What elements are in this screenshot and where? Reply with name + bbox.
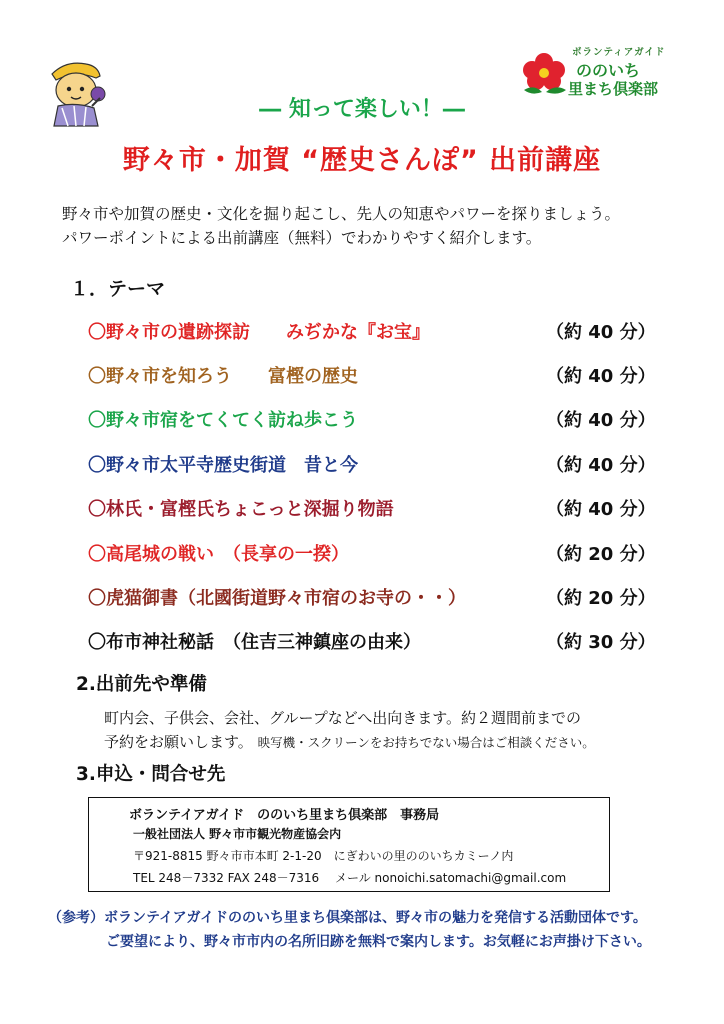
preparation-line: 町内会、子供会、会社、グループなどへ出向きます。約２週間前までの (104, 709, 582, 727)
theme-item-title: 〇野々市宿をてくてく訪ね歩こう (88, 410, 358, 431)
theme-item-title: 〇虎猫御書（北國街道野々市宿のお寺の・・） (88, 588, 466, 609)
intro-line: 野々市や加賀の歴史・文化を掘り起こし、先人の知恵やパワーを探りましょう。 (62, 205, 621, 223)
section-heading-preparation: 2.出前先や準備 (76, 674, 207, 695)
theme-item-title: 〇高尾城の戦い （長享の一揆） (88, 544, 349, 565)
contact-org: ボランテイアガイド ののいち里まち倶楽部 事務局 (129, 808, 440, 823)
contact-phone-email: TEL 248－7332 FAX 248－7316 メール nonoichi.satomachi@gmail.com (133, 871, 567, 885)
subtitle: ― 知って楽しい！― (259, 97, 465, 122)
theme-item-duration: （約 20 分） (546, 588, 656, 609)
theme-item-title: 〇布市神社秘話 （住吉三神鎮座の由来） (88, 632, 421, 653)
section-heading-theme: １．テーマ (70, 278, 166, 300)
intro-text (62, 202, 702, 250)
theme-item-duration: （約 40 分） (546, 366, 656, 387)
reference-line: ご要望により、野々市市内の名所旧跡を無料で案内します。お気軽にお声掛け下さい。 (106, 934, 651, 950)
intro-line: パワーポイントによる出前講座（無料）でわかりやすく紹介します。 (62, 229, 542, 247)
theme-item-title: 〇野々市を知ろう 富樫の歴史 (88, 366, 358, 387)
preparation-text (104, 706, 664, 755)
theme-item-duration: （約 40 分） (546, 410, 656, 431)
logo-sub-text: 里まち倶楽部 (568, 80, 659, 98)
page-title: 野々市・加賀 “歴史さんぽ” 出前講座 (122, 145, 602, 176)
theme-item-duration: （約 40 分） (546, 499, 656, 520)
theme-item-title: 〇林氏・富樫氏ちょこっと深掘り物語 (88, 499, 394, 520)
theme-item-title: 〇野々市太平寺歴史街道 昔と今 (88, 455, 358, 476)
logo-small-text: ボランティアガイド (572, 47, 666, 58)
contact-association: 一般社団法人 野々市市観光物産協会内 (133, 827, 342, 841)
theme-item-duration: （約 40 分） (546, 322, 656, 343)
preparation-line: 予約をお願いします。 (104, 733, 253, 751)
section-heading-contact: 3.申込・問合せ先 (76, 764, 226, 785)
theme-item-duration: （約 40 分） (546, 455, 656, 476)
contact-address: 〒921-8815 野々市市本町 2-1-20 にぎわいの里ののいちカミーノ内 (133, 849, 514, 863)
contact-box (88, 797, 610, 892)
theme-item-title: 〇野々市の遺跡探訪 みぢかな『お宝』 (88, 322, 430, 343)
theme-item-duration: （約 30 分） (546, 632, 656, 653)
reference-note (48, 906, 651, 954)
logo-main-text: ののいち (576, 61, 641, 80)
theme-item-duration: （約 20 分） (546, 544, 656, 565)
reference-line: （参考）ボランテイアガイドののいち里まち倶楽部は、野々市の魅力を発信する活動団体です。 (48, 910, 647, 926)
camellia-flower-icon (518, 50, 570, 98)
projector-note: 映写機・スクリーンをお持ちでない場合はご相談ください。 (257, 735, 595, 750)
